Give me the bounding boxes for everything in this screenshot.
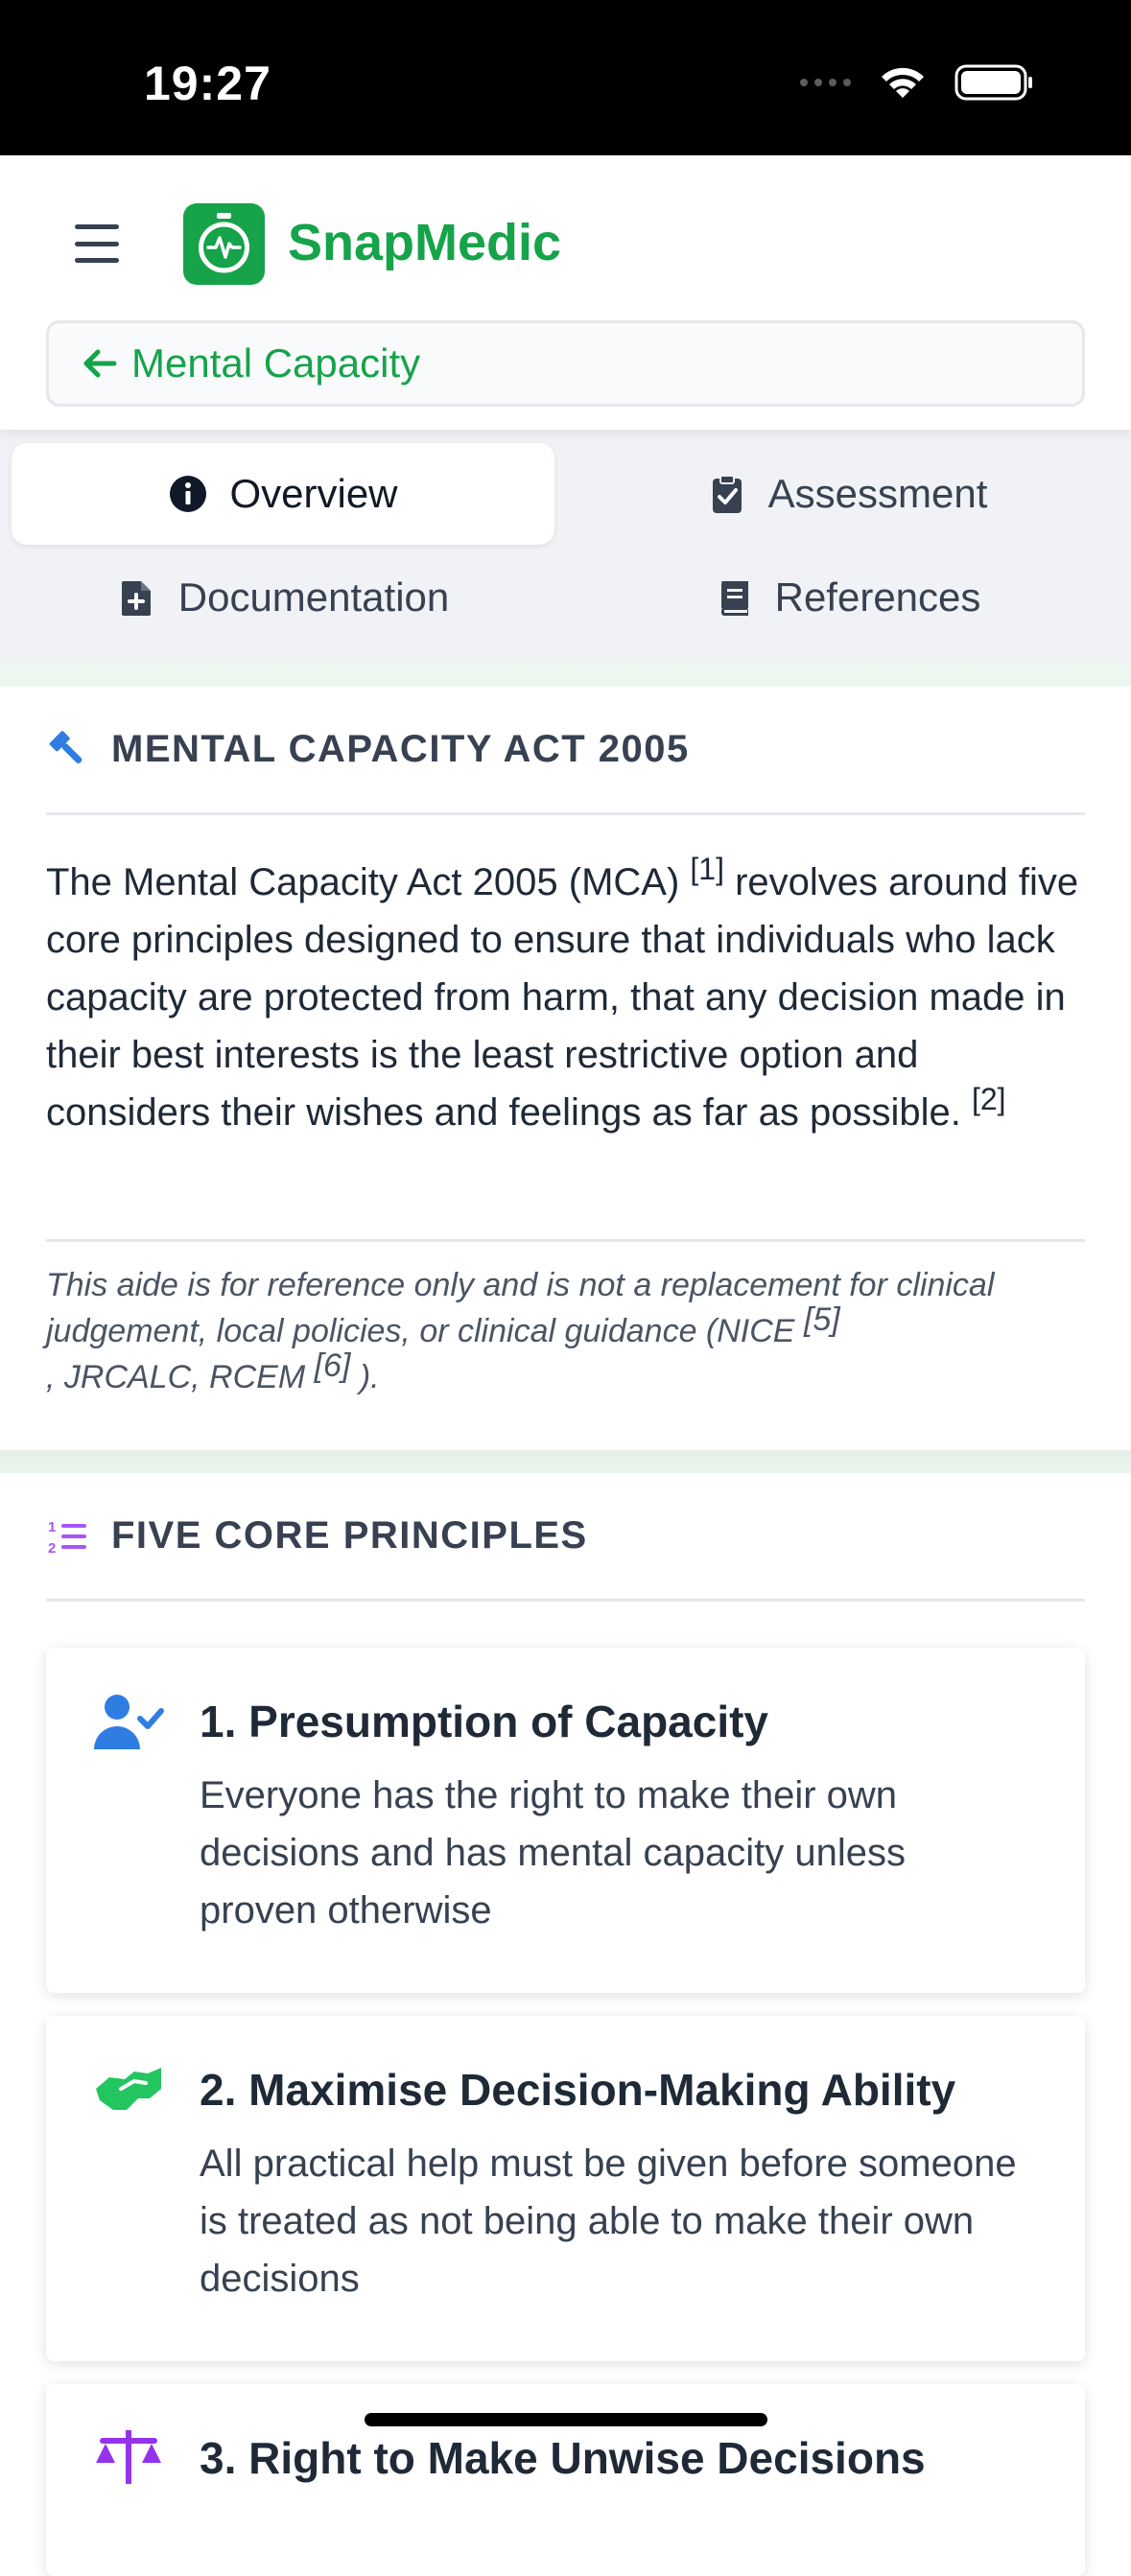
svg-text:1: 1 [48,1518,57,1535]
clipboard-check-icon [707,474,747,514]
tab-bar [0,430,1131,660]
tab-assessment-label: Assessment [767,471,988,516]
wifi-icon [878,63,928,102]
principle-description: Everyone has the right to make their own decisions and has mental capacity unless proven otherwise [200,1774,906,1932]
status-bar [0,0,1131,155]
tab-references-label: References [774,574,981,620]
principle-card [46,1648,1085,1993]
disclaimer-text-2: , JRCALC, RCEM [46,1359,306,1395]
tab-overview-label: Overview [229,471,398,516]
overview-section-header [46,687,1085,815]
app-header [0,155,1131,430]
gavel-icon [46,729,88,771]
intro-paragraph [46,854,1085,1141]
reference-link-6[interactable]: [6] [314,1347,351,1384]
overview-section [0,687,1131,1450]
cellular-signal-icon [800,79,851,86]
principles-section-title: FIVE CORE PRINCIPLES [111,1514,588,1557]
disclaimer-text-3: ). [359,1359,380,1395]
status-icons [800,63,1035,102]
tab-references[interactable] [576,547,1119,648]
user-check-icon [92,1692,165,1753]
numbered-list-icon [46,1515,88,1557]
overview-section-title: MENTAL CAPACITY ACT 2005 [111,728,690,770]
hamburger-menu-button[interactable] [75,224,119,263]
stopwatch-logo-icon [183,203,265,285]
principles-section-header [46,1473,1085,1602]
svg-text:2: 2 [48,1539,57,1557]
battery-icon [954,63,1035,102]
principle-title: 1. Presumption of Capacity [200,1697,769,1746]
principle-card [46,2016,1085,2361]
back-to-mental-capacity-button[interactable] [46,320,1085,407]
intro-text-1: The Mental Capacity Act 2005 (MCA) [46,861,680,903]
section-divider [0,1450,1131,1473]
tab-documentation-label: Documentation [177,574,450,620]
info-circle-icon [168,474,208,514]
principles-section [0,1473,1131,2483]
back-label: Mental Capacity [131,340,421,386]
home-indicator[interactable] [365,2413,767,2426]
reference-link-2[interactable]: [2] [971,1082,1006,1116]
reference-link-1[interactable]: [1] [690,852,724,886]
disclaimer [46,1262,1085,1400]
reference-link-5[interactable]: [5] [803,1301,840,1338]
principle-description: All practical help must be given before someone is treated as not being able to make their own decisions [200,2143,1017,2300]
intro-text-2: revolves around five core principles designed to ensure that individuals who lack capacity are protected from harm, that any decision made in their best interests is the least restrictive option and considers their wishes and feelings as far as possible. [46,861,1079,1134]
file-medical-icon [117,577,157,618]
status-time: 19:27 [144,57,271,110]
principle-title: 2. Maximise Decision-Making Ability [200,2065,956,2115]
arrow-left-icon [80,343,120,384]
tab-documentation[interactable] [12,547,554,648]
tab-overview[interactable] [12,443,554,545]
disclaimer-text-1: This aide is for reference only and is not a replacement for clinical judgement, local policies, or clinical guidance (NICE [46,1267,995,1349]
book-icon [714,577,754,618]
scale-icon [92,2428,165,2490]
brand-name: SnapMedic [288,214,562,271]
tab-assessment[interactable] [576,443,1119,545]
handshake-icon [92,2060,165,2121]
principle-title: 3. Right to Make Unwise Decisions [200,2433,926,2483]
divider [46,1239,1085,1242]
